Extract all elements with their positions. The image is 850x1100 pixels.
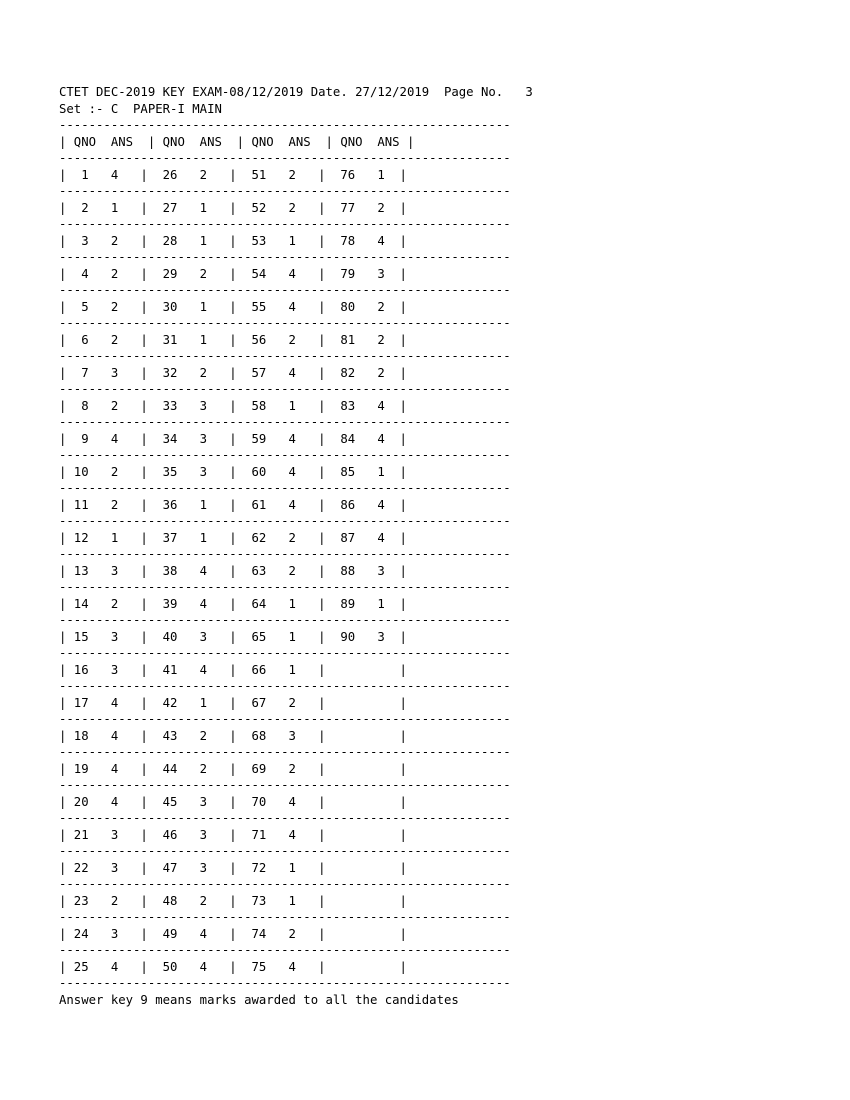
table-row: | 7 3 | 32 2 | 57 4 | 82 2 | [59, 365, 407, 380]
table-rule: ------------------------------------------------------------- [59, 547, 511, 561]
table-row: | 20 4 | 45 3 | 70 4 | | [59, 794, 407, 809]
table-rule: ------------------------------------------------------------- [59, 118, 511, 132]
table-row: | 9 4 | 34 3 | 59 4 | 84 4 | [59, 431, 407, 446]
table-row: | 18 4 | 43 2 | 68 3 | | [59, 728, 407, 743]
table-rule: ------------------------------------------------------------- [59, 910, 511, 924]
table-rule: ------------------------------------------------------------- [59, 811, 511, 825]
table-rule: ------------------------------------------------------------- [59, 712, 511, 726]
table-row: | 17 4 | 42 1 | 67 2 | | [59, 695, 407, 710]
table-rule: ------------------------------------------------------------- [59, 580, 511, 594]
table-rule: ------------------------------------------------------------- [59, 745, 511, 759]
table-row: | 6 2 | 31 1 | 56 2 | 81 2 | [59, 332, 407, 347]
table-rule: ------------------------------------------------------------- [59, 349, 511, 363]
answer-key-document [59, 84, 819, 1008]
table-row: | 1 4 | 26 2 | 51 2 | 76 1 | [59, 167, 407, 182]
table-row: | 11 2 | 36 1 | 61 4 | 86 4 | [59, 497, 407, 512]
table-row: | 22 3 | 47 3 | 72 1 | | [59, 860, 407, 875]
table-column-header: | QNO ANS | QNO ANS | QNO ANS | QNO ANS | [59, 134, 415, 149]
table-row: | 3 2 | 28 1 | 53 1 | 78 4 | [59, 233, 407, 248]
table-rule: ------------------------------------------------------------- [59, 481, 511, 495]
table-row: | 13 3 | 38 4 | 63 2 | 88 3 | [59, 563, 407, 578]
document-title-line: CTET DEC-2019 KEY EXAM-08/12/2019 Date. 27/12/2019 Page No. 3 [59, 85, 533, 99]
table-rule: ------------------------------------------------------------- [59, 613, 511, 627]
answer-table-body [59, 167, 819, 992]
table-row: | 25 4 | 50 4 | 75 4 | | [59, 959, 407, 974]
table-rule: ------------------------------------------------------------- [59, 217, 511, 231]
table-rule: ------------------------------------------------------------- [59, 844, 511, 858]
table-row: | 8 2 | 33 3 | 58 1 | 83 4 | [59, 398, 407, 413]
set-paper-line: Set :- C PAPER-I MAIN [59, 101, 222, 116]
table-row: | 14 2 | 39 4 | 64 1 | 89 1 | [59, 596, 407, 611]
table-rule: ------------------------------------------------------------- [59, 448, 511, 462]
table-rule: ------------------------------------------------------------- [59, 316, 511, 330]
table-row: | 5 2 | 30 1 | 55 4 | 80 2 | [59, 299, 407, 314]
table-rule: ------------------------------------------------------------- [59, 415, 511, 429]
table-row: | 4 2 | 29 2 | 54 4 | 79 3 | [59, 266, 407, 281]
table-rule: ------------------------------------------------------------- [59, 514, 511, 528]
table-rule: ------------------------------------------------------------- [59, 151, 511, 165]
table-rule: ------------------------------------------------------------- [59, 976, 511, 990]
table-rule: ------------------------------------------------------------- [59, 283, 511, 297]
table-rule: ------------------------------------------------------------- [59, 382, 511, 396]
table-row: | 10 2 | 35 3 | 60 4 | 85 1 | [59, 464, 407, 479]
table-row: | 19 4 | 44 2 | 69 2 | | [59, 761, 407, 776]
table-rule: ------------------------------------------------------------- [59, 679, 511, 693]
table-rule: ------------------------------------------------------------- [59, 184, 511, 198]
table-row: | 21 3 | 46 3 | 71 4 | | [59, 827, 407, 842]
table-row: | 2 1 | 27 1 | 52 2 | 77 2 | [59, 200, 407, 215]
table-row: | 16 3 | 41 4 | 66 1 | | [59, 662, 407, 677]
table-rule: ------------------------------------------------------------- [59, 250, 511, 264]
table-row: | 12 1 | 37 1 | 62 2 | 87 4 | [59, 530, 407, 545]
table-rule: ------------------------------------------------------------- [59, 646, 511, 660]
footer-note: Answer key 9 means marks awarded to all the candidates [59, 992, 459, 1007]
table-rule: ------------------------------------------------------------- [59, 778, 511, 792]
table-row: | 24 3 | 49 4 | 74 2 | | [59, 926, 407, 941]
table-rule: ------------------------------------------------------------- [59, 877, 511, 891]
table-rule: ------------------------------------------------------------- [59, 943, 511, 957]
table-row: | 23 2 | 48 2 | 73 1 | | [59, 893, 407, 908]
table-row: | 15 3 | 40 3 | 65 1 | 90 3 | [59, 629, 407, 644]
